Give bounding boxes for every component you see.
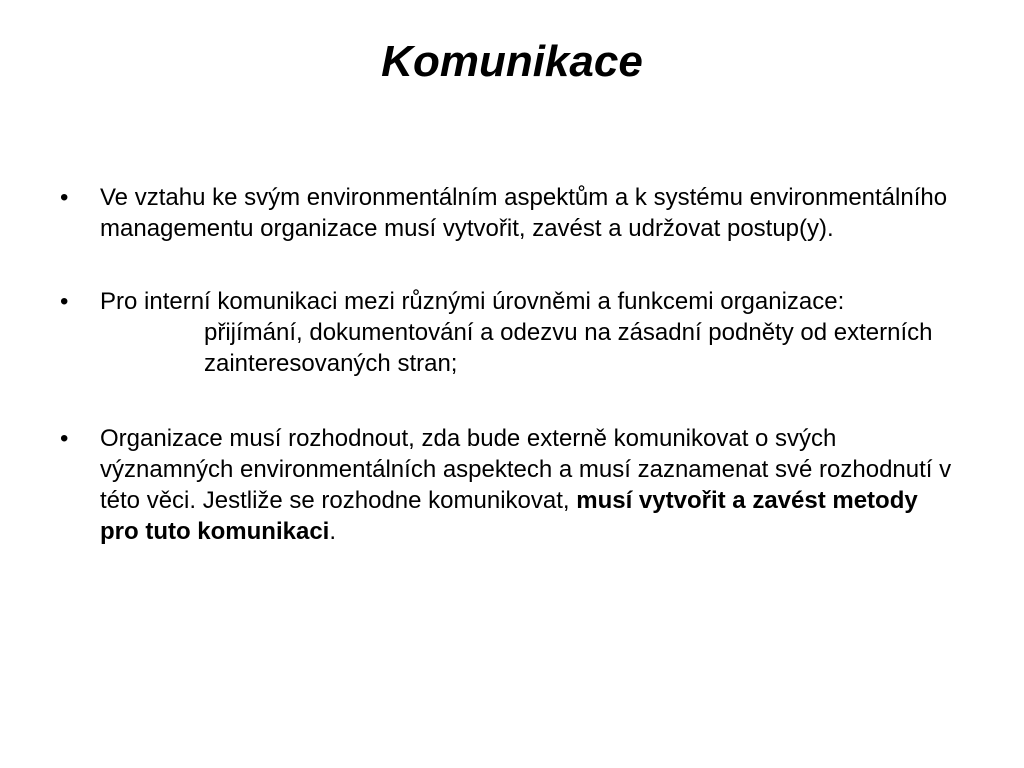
bullet-bold-text: musí vytvořit a zavést metody pro tuto komunikaci	[100, 487, 918, 545]
bullet-dot: •	[60, 288, 69, 315]
bullet-subtext: přijímání, dokumentování a odezvu na zásadní podněty od externích zainteresovaných stran;	[204, 319, 933, 377]
bullet-dot: •	[60, 184, 69, 211]
bullet-trailing: .	[329, 518, 337, 545]
bullet-item	[60, 286, 960, 379]
bullet-item	[60, 182, 960, 244]
bullet-dot: •	[60, 425, 69, 452]
bullet-item	[60, 423, 960, 547]
bullet-text: Ve vztahu ke svým environmentálním aspektům a k systému environmentálního managementu organizace musí vytvořit, zavést a udržovat postup(y).	[100, 184, 948, 242]
slide-content	[60, 182, 960, 589]
slide-title: Komunikace	[381, 37, 643, 86]
bullet-text: Organizace musí rozhodnout, zda bude externě komunikovat o svých významných environmentálních aspektech a musí zaznamenat své rozhodnutí v této věci. Jestliže se rozhodne komunikovat,	[100, 425, 952, 514]
bullet-text: Pro interní komunikaci mezi různými úrovněmi a funkcemi organizace:	[100, 288, 845, 315]
